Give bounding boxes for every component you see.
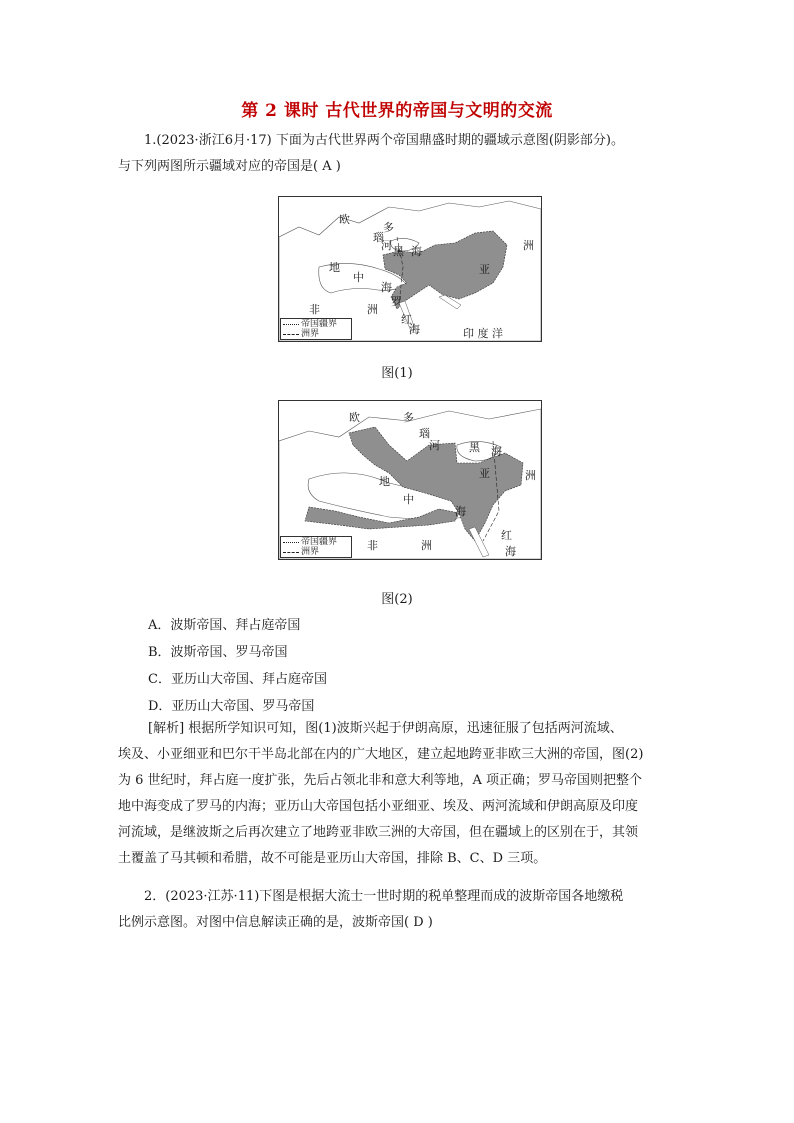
fig1-label-9: 中	[353, 271, 364, 284]
fig2-label-0: 欧	[349, 411, 360, 424]
option-a: A．波斯帝国、拜占庭帝国	[148, 618, 301, 633]
analysis-line-3: 为 6 世纪时，拜占庭一度扩张，先后占领北非和意大利等地，A 项正确；罗马帝国则把整个	[118, 773, 643, 788]
fig2-label-5: 海	[491, 445, 502, 458]
fig2-label-11: 非	[367, 539, 378, 552]
option-b: B．波斯帝国、罗马帝国	[148, 645, 288, 660]
fig1-label-6: 亚	[479, 263, 490, 276]
analysis-line-1: [解析] 根据所学知识可知，图(1)波斯兴起于伊朗高原，迅速征服了包括两河流域、	[148, 721, 623, 736]
figure1-caption: 图(1)	[381, 366, 413, 381]
analysis-line-6: 土覆盖了马其顿和希腊，故不可能是亚历山大帝国，排除 B、C、D 三项。	[118, 851, 547, 866]
q1-stem-line2: 与下列两图所示疆域对应的帝国是( A )	[118, 159, 341, 174]
fig1-label-7: 洲	[523, 239, 534, 252]
option-d: D．亚历山大帝国、罗马帝国	[148, 699, 315, 714]
figure1-map	[278, 196, 542, 342]
analysis-line-5: 河流域，是继波斯之后再次建立了地跨亚非欧三洲的大帝国，但在疆域上的区别在于，其领	[118, 825, 639, 840]
fig1-label-8: 地	[329, 261, 340, 274]
fig2-label-14: 海	[505, 545, 516, 558]
figure1-legend: 帝国疆界 洲界	[280, 318, 352, 340]
analysis-line-4: 地中海变成了罗马的内海；亚历山大帝国包括小亚细亚、埃及、两河流域和伊朗高原及印度	[118, 799, 639, 814]
fig1-label-14: 罗	[391, 295, 402, 308]
fig1-label-16: 印 度 洋	[463, 327, 503, 340]
fig1-label-0: 欧	[339, 213, 350, 226]
page-title: 第 2 课时 古代世界的帝国与文明的交流	[241, 101, 553, 121]
fig2-label-1: 多	[403, 411, 414, 424]
figure2-legend: 帝国疆界 洲界	[280, 536, 352, 558]
fig2-label-7: 洲	[525, 469, 536, 482]
border-line-icon	[283, 324, 299, 325]
q1-stem-line1: 1.(2023·浙江6月·17) 下面为古代世界两个帝国鼎盛时期的疆域示意图(阴影部分)。	[144, 133, 624, 148]
fig2-label-3: 河	[429, 439, 440, 452]
fig1-label-2: 瑙	[373, 231, 384, 244]
fig2-label-13: 红	[501, 529, 512, 542]
fig2-label-8: 地	[379, 475, 390, 488]
q2-stem-line1: 2．(2023·江苏·11)下图是根据大流士一世时期的税单整理而成的波斯帝国各地缴税	[144, 889, 624, 904]
fig1-label-5: 海	[411, 245, 422, 258]
border-line-icon	[283, 542, 299, 543]
continent-line-icon	[283, 334, 299, 335]
fig1-label-13: 红	[401, 313, 412, 326]
fig2-label-12: 洲	[421, 539, 432, 552]
fig1-label-11: 非	[309, 303, 320, 316]
fig1-label-10: 海	[381, 281, 392, 294]
figure2-caption: 图(2)	[381, 592, 413, 607]
fig2-label-4: 黑	[469, 441, 480, 454]
figure2-map	[278, 400, 542, 560]
fig1-label-1: 多	[383, 221, 394, 234]
fig1-label-12: 洲	[367, 303, 378, 316]
fig2-label-10: 海	[455, 505, 466, 518]
option-c: C．亚历山大帝国、拜占庭帝国	[148, 672, 327, 687]
fig1-label-4: 黑	[393, 245, 404, 258]
continent-line-icon	[283, 552, 299, 553]
fig2-label-9: 中	[403, 493, 414, 506]
fig2-label-2: 瑙	[419, 427, 430, 440]
fig1-label-15: 海	[409, 323, 420, 336]
fig1-label-3: 河	[381, 239, 392, 252]
q2-stem-line2: 比例示意图。对图中信息解读正确的是，波斯帝国( D )	[118, 915, 433, 930]
analysis-line-2: 埃及、小亚细亚和巴尔干半岛北部在内的广大地区，建立起地跨亚非欧三大洲的帝国，图(2)	[118, 747, 644, 762]
fig2-label-6: 亚	[479, 467, 490, 480]
